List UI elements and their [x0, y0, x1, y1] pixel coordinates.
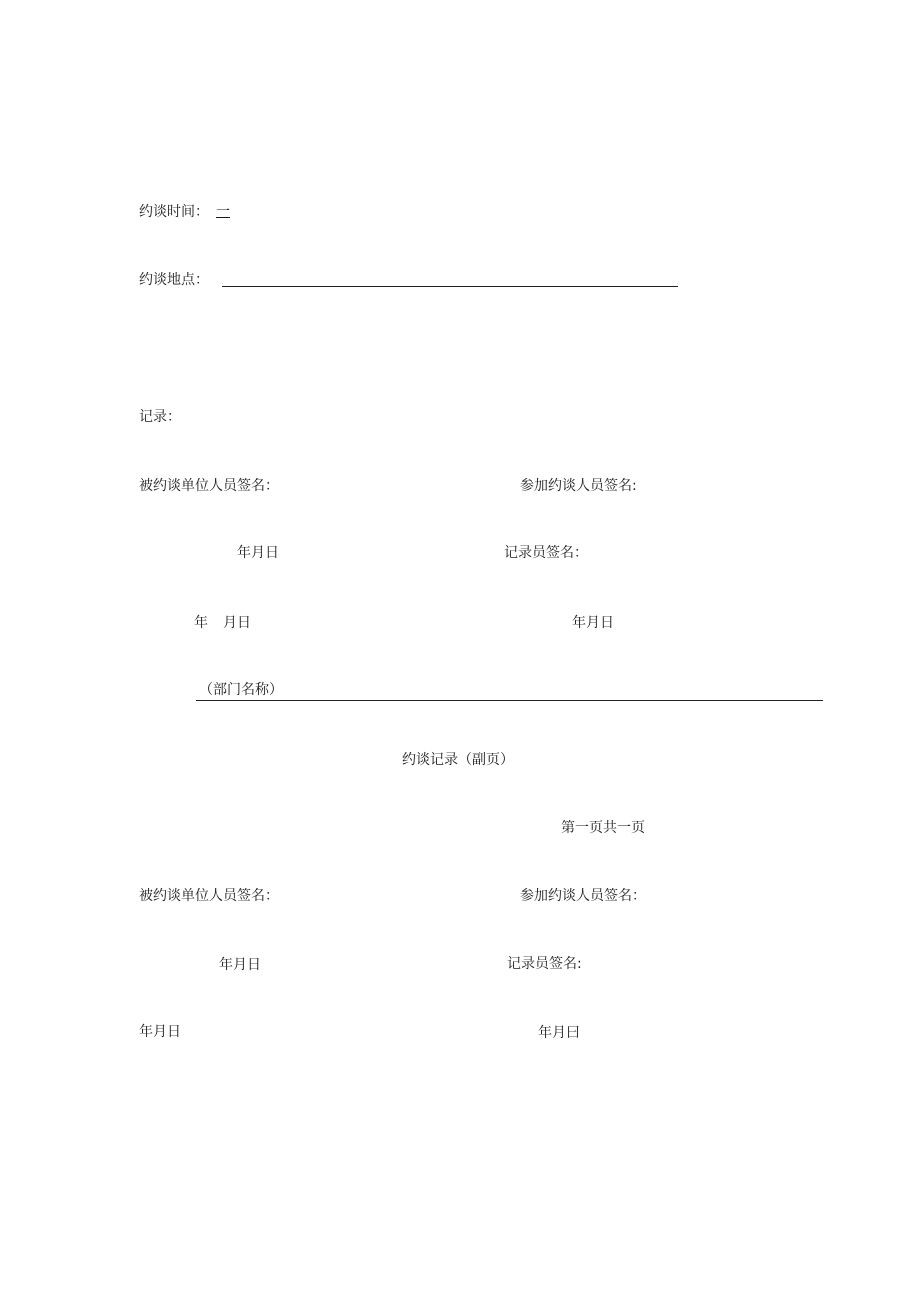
interviewee-signature-label: 被约谈单位人员签名：	[139, 478, 279, 494]
department-underline	[196, 700, 823, 701]
interviewee-date-2: 年月日	[219, 957, 261, 973]
recorder-date: 年月日	[572, 615, 614, 631]
interview-place-blank-line	[222, 286, 678, 287]
interviewee-date: 年月日	[237, 545, 279, 561]
recorder-signature-label: 记录员签名：	[504, 545, 588, 561]
record-label: 记录：	[139, 409, 181, 425]
page-counter: 第一页共一页	[561, 820, 645, 836]
document-title: 约谈记录（副页）	[402, 752, 514, 768]
recorder-date-2: 年月曰	[538, 1025, 580, 1041]
participants-date-year: 年	[194, 615, 208, 631]
participants-date-2: 年月日	[139, 1024, 181, 1040]
interview-time-label: 约谈时间：	[139, 204, 209, 220]
participants-date-monthday: 月日	[223, 615, 251, 631]
interview-place-label: 约谈地点：	[139, 272, 209, 288]
interviewee-signature-label-2: 被约谈单位人员签名：	[139, 888, 279, 904]
recorder-signature-label-2: 记录员签名:	[507, 956, 582, 972]
participants-signature-label-2: 参加约谈人员签名：	[520, 888, 646, 904]
department-name: （部门名称）	[199, 682, 283, 698]
interview-time-value: 一	[216, 204, 230, 220]
participants-signature-label: 参加约谈人员签名:	[520, 478, 637, 494]
